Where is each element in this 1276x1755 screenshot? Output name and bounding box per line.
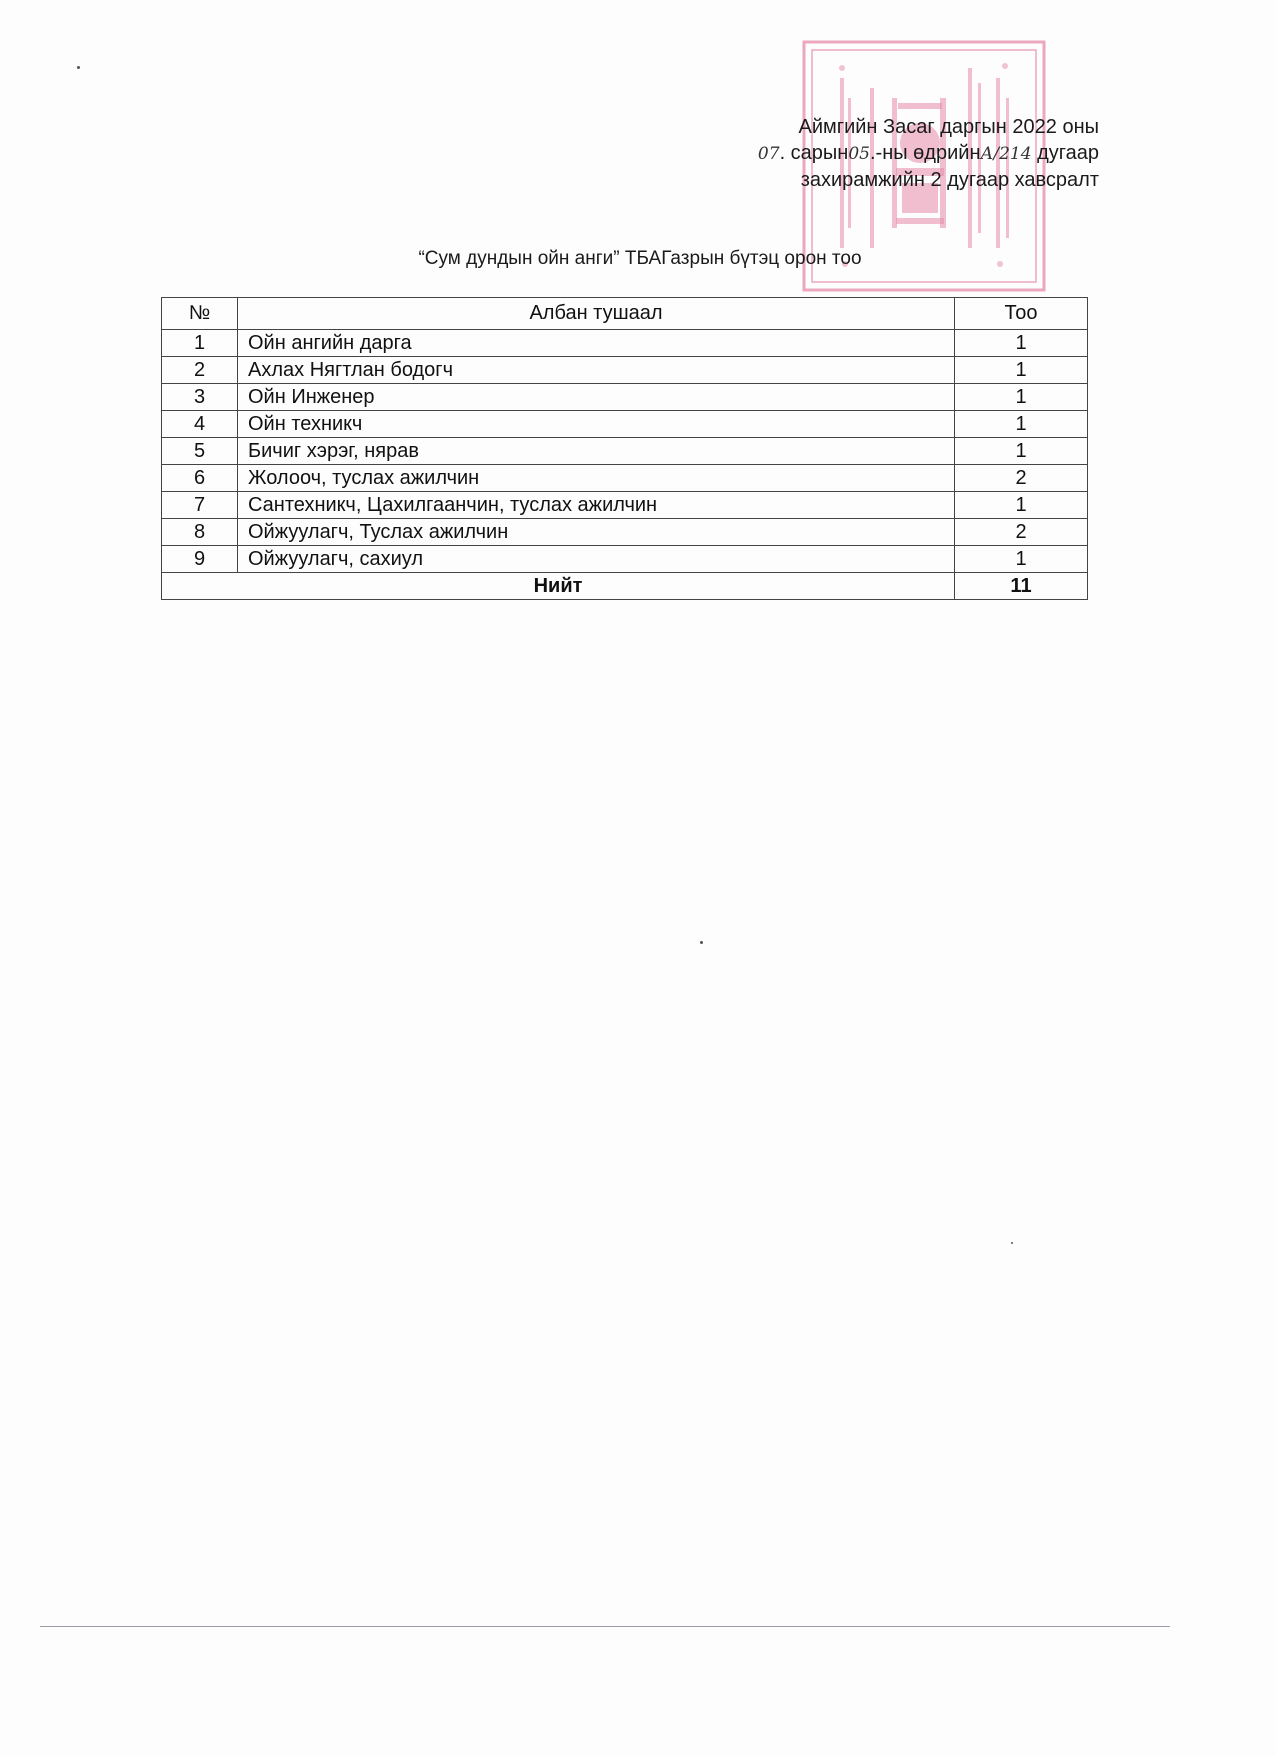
scan-speck — [700, 941, 703, 944]
row-no: 9 — [162, 546, 238, 573]
handwritten-number: А/214 — [980, 144, 1032, 164]
table-row — [162, 357, 1088, 384]
table-row — [162, 330, 1088, 357]
table-row — [162, 492, 1088, 519]
header-line-2: 07. сарын05.-ны өдрийнА/214 дугаар — [757, 142, 1099, 164]
table-row — [162, 384, 1088, 411]
row-position: Ойжуулагч, сахиул — [238, 546, 955, 573]
handwritten-month: 07 — [757, 144, 780, 164]
total-row — [162, 573, 1088, 600]
header-position: Албан тушаал — [238, 298, 955, 330]
table-row — [162, 411, 1088, 438]
table-row — [162, 465, 1088, 492]
row-position: Ахлах Нягтлан бодогч — [238, 357, 955, 384]
row-count: 1 — [955, 438, 1088, 465]
row-count: 1 — [955, 411, 1088, 438]
row-no: 7 — [162, 492, 238, 519]
row-no: 6 — [162, 465, 238, 492]
total-count: 11 — [955, 573, 1088, 600]
row-position: Бичиг хэрэг, нярав — [238, 438, 955, 465]
total-label: Нийт — [162, 573, 955, 600]
row-count: 1 — [955, 357, 1088, 384]
row-count: 1 — [955, 546, 1088, 573]
row-no: 5 — [162, 438, 238, 465]
footer-rule — [40, 1626, 1170, 1627]
table-header-row — [162, 298, 1088, 330]
row-count: 1 — [955, 330, 1088, 357]
header-note — [758, 114, 1099, 193]
row-no: 3 — [162, 384, 238, 411]
row-position: Сантехникч, Цахилгаанчин, туслах ажилчин — [238, 492, 955, 519]
row-no: 2 — [162, 357, 238, 384]
row-position: Жолооч, туслах ажилчин — [238, 465, 955, 492]
row-count: 2 — [955, 519, 1088, 546]
table-row — [162, 519, 1088, 546]
row-position: Ойн ангийн дарга — [238, 330, 955, 357]
row-count: 1 — [955, 492, 1088, 519]
row-position: Ойн техникч — [238, 411, 955, 438]
handwritten-day: 05 — [848, 144, 870, 164]
scan-speck — [77, 66, 80, 69]
scan-speck — [1011, 1242, 1013, 1244]
header-line-1: Аймгийн Засаг даргын 2022 оны — [798, 116, 1099, 138]
row-no: 1 — [162, 330, 238, 357]
header-no: № — [162, 298, 238, 330]
row-no: 4 — [162, 411, 238, 438]
header-line-3: захирамжийн 2 дугаар хавсралт — [800, 169, 1099, 191]
row-count: 1 — [955, 384, 1088, 411]
header-count: Тоо — [955, 298, 1088, 330]
table-row — [162, 438, 1088, 465]
row-position: Ойн Инженер — [238, 384, 955, 411]
row-position: Ойжуулагч, Туслах ажилчин — [238, 519, 955, 546]
document-title: “Сум дундын ойн анги” ТБАГазрын бүтэц орон тоо — [418, 248, 862, 269]
staffing-table — [161, 297, 1088, 600]
row-no: 8 — [162, 519, 238, 546]
row-count: 2 — [955, 465, 1088, 492]
table-row — [162, 546, 1088, 573]
